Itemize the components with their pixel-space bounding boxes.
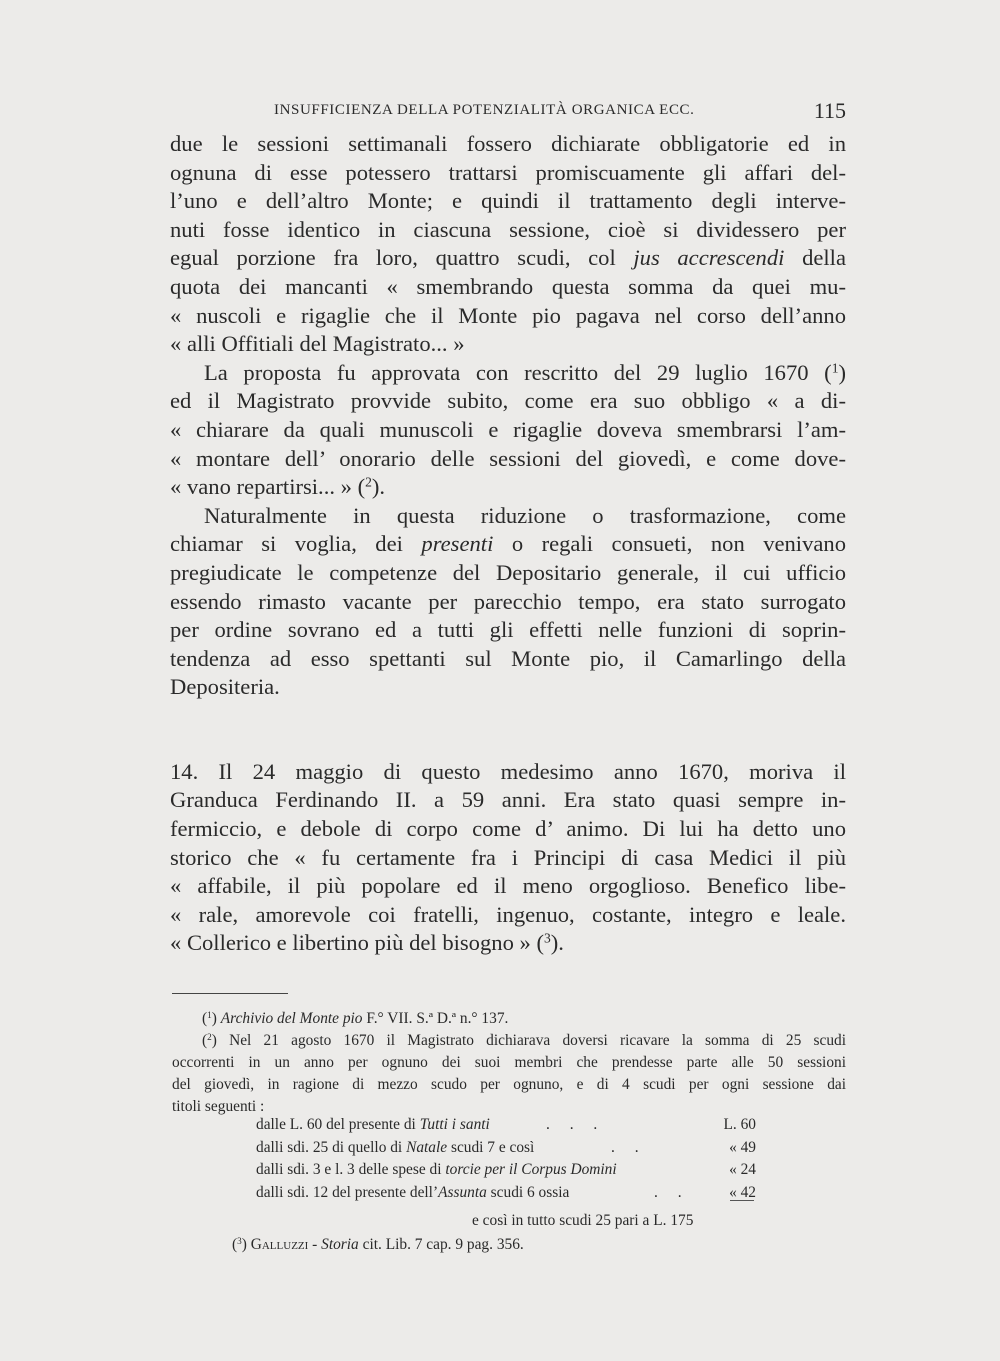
- text-line: storico che « fu certamente fra i Principi di casa Medici il più: [170, 844, 846, 870]
- text-line: due le sessioni settimanali fossero dichiarate obbligatorie ed in: [170, 131, 846, 156]
- table-row: dalli sdi. 3 e l. 3 delle spese di torcie per il Corpus Domini « 24: [256, 1159, 756, 1182]
- footnote-ref: 3: [544, 930, 551, 946]
- text-line: essendo rimasto vacante per parecchio tempo, era stato surrogato: [170, 588, 846, 614]
- table-row: dalli sdi. 25 di quello di Natale scudi 7 e così . . « 49: [256, 1137, 756, 1160]
- text-line: quota dei mancanti « smembrando questa somma da quei mu-: [170, 273, 846, 299]
- italic-phrase: jus accrescendi: [633, 245, 785, 271]
- footnote-divider: [172, 993, 288, 994]
- text-line: pregiudicate le competenze del Depositario generale, il cui ufficio: [170, 559, 846, 585]
- text-line: La proposta fu approvata con rescritto del 29 luglio 1670 ($^1$): [204, 359, 846, 385]
- running-header: [170, 98, 846, 126]
- text-line: ognuna di esse potessero trattarsi promiscuamente gli affari del-: [170, 159, 846, 185]
- text-line: « nuscoli e rigaglie che il Monte pio pagava nel corso dell’anno: [170, 302, 846, 328]
- text-line: « vano repartirsi... » ($^2$).: [170, 474, 386, 500]
- table-row: dalle L. 60 del presente di Tutti i santi . . . L. 60: [256, 1114, 756, 1137]
- italic-phrase: Archivio del Monte pio: [220, 1010, 363, 1027]
- text-line: nuti fosse identico in ciascuna sessione, cioè si dividessero per: [170, 216, 846, 242]
- footnote-ref: 2: [365, 474, 372, 490]
- text-line: per ordine sovrano ed a tutti gli effetti nelle funzioni di soprin-: [170, 617, 846, 643]
- text-line: l’uno e dell’altro Monte; e quindi il trattamento degli interve-: [170, 188, 846, 214]
- text-line: « Collerico e libertino più del bisogno » ($^3$).: [170, 930, 564, 956]
- author-name: Galluzzi: [250, 1236, 309, 1253]
- main-text: [170, 130, 846, 958]
- page-number: 115: [813, 98, 846, 123]
- table-amount: « 42: [729, 1183, 756, 1201]
- table-total: e così in tutto scudi 25 pari a L. 175: [472, 1212, 694, 1229]
- text-line: « montare dell’ onorario delle sessioni del giovedì, e come dove-: [170, 445, 846, 471]
- text-line: Naturalmente in questa riduzione o trasformazione, come: [204, 502, 846, 528]
- footnote-mark: 3: [237, 1235, 242, 1246]
- sum-rule: [730, 1200, 754, 1201]
- text-line: ed il Magistrato provvide subito, come era suo obbligo « a di-: [170, 388, 846, 414]
- footnote-mark: 1: [207, 1009, 212, 1020]
- running-title: INSUFFICIENZA DELLA POTENZIALITÀ ORGANICA ECC.: [274, 102, 695, 118]
- text-line: 14. Il 24 maggio di questo medesimo anno 1670, moriva il: [170, 758, 846, 784]
- italic-phrase: presenti: [421, 531, 494, 557]
- text-line: Granduca Ferdinando II. a 59 anni. Era stato quasi sempre in-: [170, 787, 846, 813]
- income-table: [256, 1114, 756, 1204]
- table-amount: « 49: [729, 1138, 756, 1156]
- text-line: chiamar si voglia, dei presenti o regali consueti, non venivano: [170, 531, 847, 557]
- text-line: « chiarare da quali munuscoli e rigaglie doveva smembrarsi l’am-: [170, 416, 846, 442]
- footnote-1: ($^1$) Archivio del Monte pio F.° VII. S.ª D.ª n.° 137.: [202, 1009, 509, 1027]
- text-line: egual porzione fra loro, quattro scudi, col jus accrescendi della: [170, 245, 846, 271]
- table-amount: L. 60: [723, 1116, 756, 1133]
- table-row: dalli sdi. 12 del presente dell’Assunta scudi 6 ossia . . « 42: [256, 1182, 756, 1205]
- table-amount: « 24: [729, 1161, 756, 1178]
- text-line: tendenza ad esso spettanti sul Monte pio, il Camarlingo della: [170, 645, 846, 671]
- text-line: Depositeria.: [170, 674, 280, 700]
- footnote-2: ($^2$) Nel 21 agosto 1670 il Magistrato dichiarava doversi ricavare la somma di 25 scudi occorrenti in un anno per ognuno dei suoi membri che prendesse parte alle 50 sessioni del giovedì, in ragione di mezzo scudo per ognuno, e di 4 scudi per ogni sessione dai titoli seguenti :: [172, 1031, 846, 1115]
- footnote-ref: 1: [831, 360, 839, 376]
- text-line: fermiccio, e debole di corpo come d’ animo. Di lui ha detto uno: [170, 816, 846, 842]
- text-line: « rale, amorevole coi fratelli, ingenuo, costante, integro e leale.: [170, 901, 846, 927]
- text-line: « alli Offitiali del Magistrato... »: [170, 331, 465, 357]
- footnote-3: ($^3$) Galluzzi - Storia cit. Lib. 7 cap. 9 pag. 356.: [232, 1235, 524, 1253]
- footnote-mark: 2: [207, 1031, 212, 1042]
- text-line: « affabile, il più popolare ed il meno orgoglioso. Benefico libe-: [170, 873, 846, 899]
